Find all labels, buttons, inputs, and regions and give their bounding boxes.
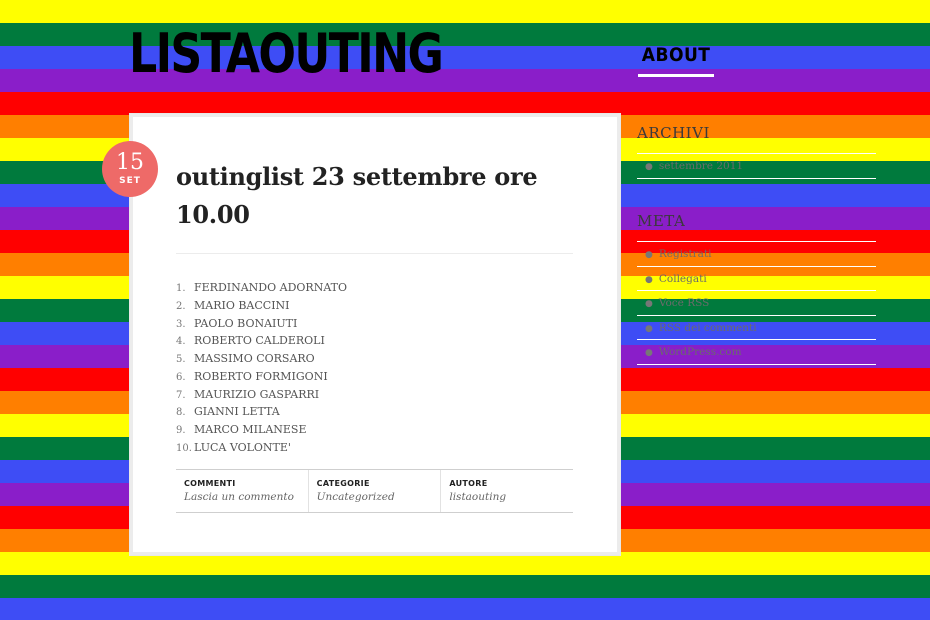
list-item: 4. ROBERTO CALDEROLI xyxy=(176,334,325,348)
post-date-badge xyxy=(102,141,158,197)
post-meta-comments xyxy=(176,470,308,512)
meta-item-rss[interactable]: ● Voce RSS xyxy=(637,291,876,316)
site-title[interactable]: LISTAOUTING xyxy=(129,22,443,85)
bullet-icon: ● xyxy=(645,348,653,358)
meta-widget xyxy=(637,202,876,365)
list-item-text: MASSIMO CORSARO xyxy=(194,352,315,365)
meta-item-login[interactable]: ● Collegati xyxy=(637,267,876,292)
list-item-text: ROBERTO FORMIGONI xyxy=(194,369,328,383)
leave-comment-link[interactable]: Lascia un commento xyxy=(184,491,294,503)
list-item-text: LUCA VOLONTE' xyxy=(194,440,291,454)
author-link[interactable]: listaouting xyxy=(449,491,507,503)
bullet-icon: ● xyxy=(645,250,653,260)
post-meta xyxy=(176,469,573,513)
list-item-text: ROBERTO CALDEROLI xyxy=(194,334,325,348)
bullet-icon: ● xyxy=(645,323,653,334)
list-item: 3. PAOLO BONAIUTI xyxy=(176,316,298,330)
author-label: AUTORE xyxy=(449,479,488,488)
archives-widget xyxy=(637,114,876,179)
post-date-day: 15 xyxy=(116,150,144,175)
meta-list xyxy=(637,242,876,365)
meta-widget-title: META xyxy=(637,202,876,242)
list-item-text: MARIO BACCINI xyxy=(194,298,290,312)
list-item-text: MAURIZIO GASPARRI xyxy=(194,387,320,401)
list-item: 7. MAURIZIO GASPARRI xyxy=(176,387,320,401)
list-item: 9. MARCO MILANESE xyxy=(176,423,307,436)
list-item: 8. GIANNI LETTA xyxy=(176,405,280,419)
nav-about-link[interactable]: ABOUT xyxy=(641,44,711,66)
name-list xyxy=(176,280,347,458)
post-date-month: SET xyxy=(119,176,141,186)
list-item: 1. FERDINANDO ADORNATO xyxy=(176,281,348,294)
post-title[interactable]: outinglist 23 settembre ore 10.00 xyxy=(176,162,538,229)
list-item-text: PAOLO BONAIUTI xyxy=(194,316,298,330)
list-item-text: FERDINANDO ADORNATO xyxy=(194,281,348,294)
meta-item-comments-rss[interactable]: ● RSS dei commenti xyxy=(637,316,876,341)
list-item: 10. LUCA VOLONTE' xyxy=(176,440,291,454)
archive-item[interactable]: ● settembre 2011 xyxy=(637,154,876,179)
list-item-text: MARCO MILANESE xyxy=(194,423,307,436)
bullet-icon: ● xyxy=(645,299,653,309)
title-divider xyxy=(176,253,573,254)
list-item: 6. ROBERTO FORMIGONI xyxy=(176,369,328,383)
archives-widget-title: ARCHIVI xyxy=(637,114,876,154)
bullet-icon: ● xyxy=(645,162,653,172)
post-meta-categories xyxy=(308,470,441,512)
list-item-text: GIANNI LETTA xyxy=(194,405,280,419)
category-link[interactable]: Uncategorized xyxy=(316,491,395,503)
post-meta-author xyxy=(440,470,573,512)
meta-item-register[interactable]: ● Registrati xyxy=(637,242,876,267)
list-item: 2. MARIO BACCINI xyxy=(176,298,290,312)
nav-active-underline xyxy=(638,74,714,77)
comments-label: COMMENTI xyxy=(184,479,236,488)
bullet-icon: ● xyxy=(645,274,653,285)
categories-label: CATEGORIE xyxy=(316,479,370,488)
archives-list xyxy=(637,154,876,179)
list-item: 5. MASSIMO CORSARO xyxy=(176,352,315,365)
meta-item-wordpress[interactable]: ● WordPress.com xyxy=(637,340,876,365)
